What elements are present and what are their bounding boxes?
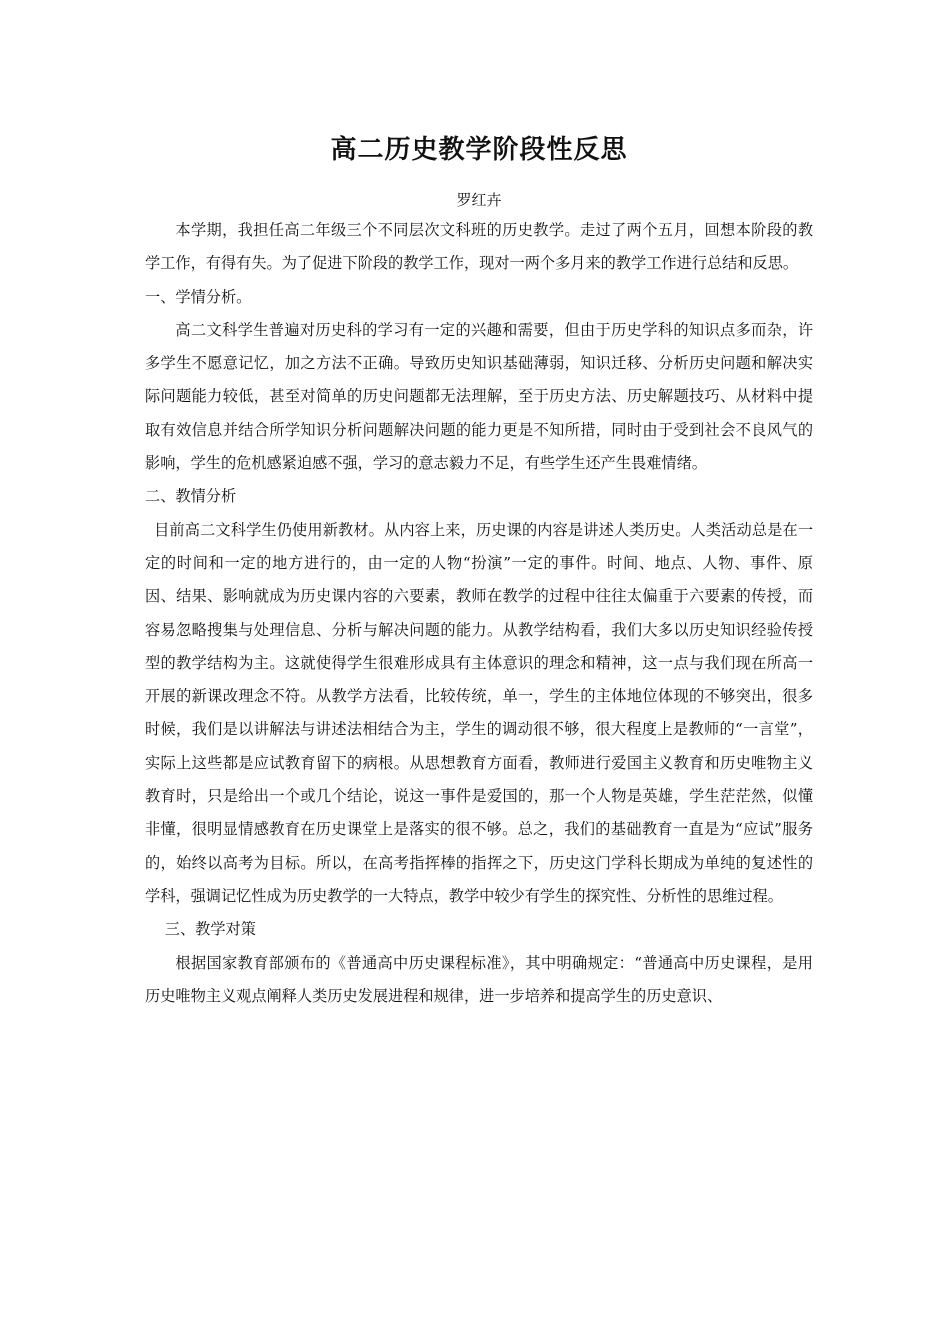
document-page — [145, 128, 813, 1013]
section3-paragraph: 根据国家教育部颁布的《普通高中历史课程标准》，其中明确规定：“普通高中历史课程，是用历史唯物主义观点阐释人类历史发展进程和规律，进一步培养和提高学生的历史意识、 — [145, 953, 813, 1005]
section3-heading: 三、教学对策 — [164, 920, 256, 939]
document-title: 高二历史教学阶段性反思 — [330, 135, 628, 165]
document-author: 罗红卉 — [456, 191, 502, 209]
section1-heading: 一、学情分析。 — [145, 287, 252, 306]
section2-paragraph: 目前高二文科学生仍使用新教材。从内容上来，历史课的内容是讲述人类历史。人类活动总是在一定的时间和一定的地方进行的，由一定的人物“扮演”一定的事件。时间、地点、人物、事件、原因、结果、影响就成为历史课内容的六要素，教师在教学的过程中往往太偏重于六要素的传授，而容易忽略搜集与处理信息、分析与解决问题的能力。从教学结构看，我们大多以历史知识经验传授型的教学结构为主。这就使得学生很难形成具有主体意识的理念和精神，这一点与我们现在所高一开展的新课改理念不符。从教学方法看，比较传统，单一，学生的主体地位体现的不够突出，很多时候，我们是以讲解法与讲述法相结合为主，学生的调动很不够，很大程度上是教师的“一言堂”，实际上这些都是应试教育留下的病根。从思想教育方面看，教师进行爱国主义教育和历史唯物主义教育时，只是给出一个或几个结论，说这一事件是爱国的，那一个人物是英雄，学生茫茫然，似懂非懂，很明显情感教育在历史课堂上是落实的很不够。总之，我们的基础教育一直是为“应试”服务的，始终以高考为目标。所以，在高考指挥棒的指挥之下，历史这门学科长期成为单纯的复述性的学科，强调记忆性成为历史教学的一大特点，教学中较少有学生的探究性、分析性的思维过程。 — [145, 520, 813, 905]
section1-paragraph: 高二文科学生普遍对历史科的学习有一定的兴趣和需要，但由于历史学科的知识点多而杂，许多学生不愿意记忆，加之方法不正确。导致历史知识基础薄弱，知识迁移、分析历史问题和解决实际问题能力较低，甚至对简单的历史问题都无法理解，至于历史方法、历史解题技巧、从材料中提取有效信息并结合所学知识分析问题解决问题的能力更是不知所措，同时由于受到社会不良风气的影响，学生的危机感紧迫感不强，学习的意志毅力不足，有些学生还产生畏难情绪。 — [145, 320, 813, 473]
intro-paragraph: 本学期，我担任高二年级三个不同层次文科班的历史教学。走过了两个五月，回想本阶段的教学工作，有得有失。为了促进下阶段的教学工作，现对一两个多月来的教学工作进行总结和反思。 — [145, 221, 813, 273]
section2-heading: 二、教情分析 — [145, 487, 237, 506]
